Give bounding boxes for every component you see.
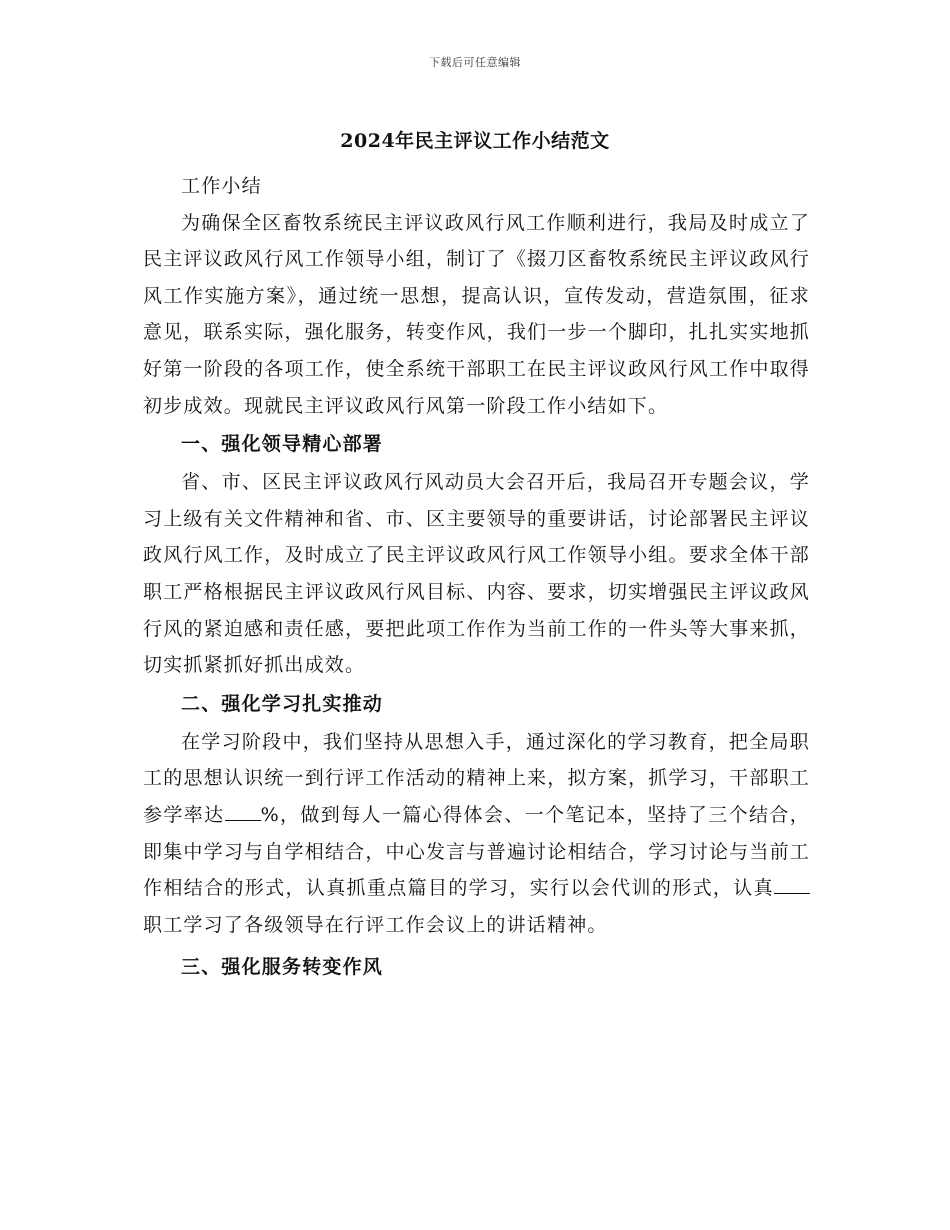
section-2-heading: 二、强化学习扎实推动	[181, 692, 384, 715]
section-2-text-b: %，做到每人一篇心得体会、一个笔记本，坚持了三个结合，即集中学习与自学相结合，中心发言与普遍讨论相结合，学习讨论与当前工作相结合的形式，认真抓重点篇目的学习，实行以会代训的形式，认真	[143, 803, 810, 900]
section-2-text-a: 在学习阶段中，我们坚持从思想入手，通过深化的学习教育，把全局职工的思想认识统一到行评工作活动的精神上来，拟方案，抓学习，干部职工参学率达	[143, 730, 810, 826]
header-note: 下载后可任意编辑	[429, 56, 521, 69]
section-3-heading: 三、强化服务转变作风	[181, 956, 384, 979]
section-1-heading: 一、强化领导精心部署	[181, 433, 384, 456]
document-body	[143, 168, 810, 987]
fill-blank-1	[225, 819, 261, 821]
document-subtitle: 工作小结	[181, 175, 262, 197]
document-title: 2024年民主评议工作小结范文	[340, 130, 610, 152]
fill-blank-2	[774, 892, 810, 894]
intro-paragraph: 为确保全区畜牧系统民主评议政风行风工作顺利进行，我局及时成立了民主评议政风行风工作领导小组，制订了《掇刀区畜牧系统民主评议政风行风工作实施方案》，通过统一思想，提高认识，宣传发动，营造氛围，征求意见，联系实际，强化服务，转变作风，我们一步一个脚印，扎扎实实地抓好第一阶段的各项工作，使全系统干部职工在民主评议政风行风工作中取得初步成效。现就民主评议政风行风第一阶段工作小结如下。	[143, 211, 810, 417]
section-2-paragraph	[143, 724, 810, 944]
section-2-text-c: 职工学习了各级领导在行评工作会议上的讲话精神。	[143, 913, 608, 936]
section-1-paragraph: 省、市、区民主评议政风行风动员大会召开后，我局召开专题会议，学习上级有关文件精神和省、市、区主要领导的重要讲话，讨论部署民主评议政风行风工作，及时成立了民主评议政风行风工作领导小组。要求全体干部职工严格根据民主评议政风行风目标、内容、要求，切实增强民主评议政风行风的紧迫感和责任感，要把此项工作作为当前工作的一件头等大事来抓，切实抓紧抓好抓出成效。	[143, 471, 810, 677]
